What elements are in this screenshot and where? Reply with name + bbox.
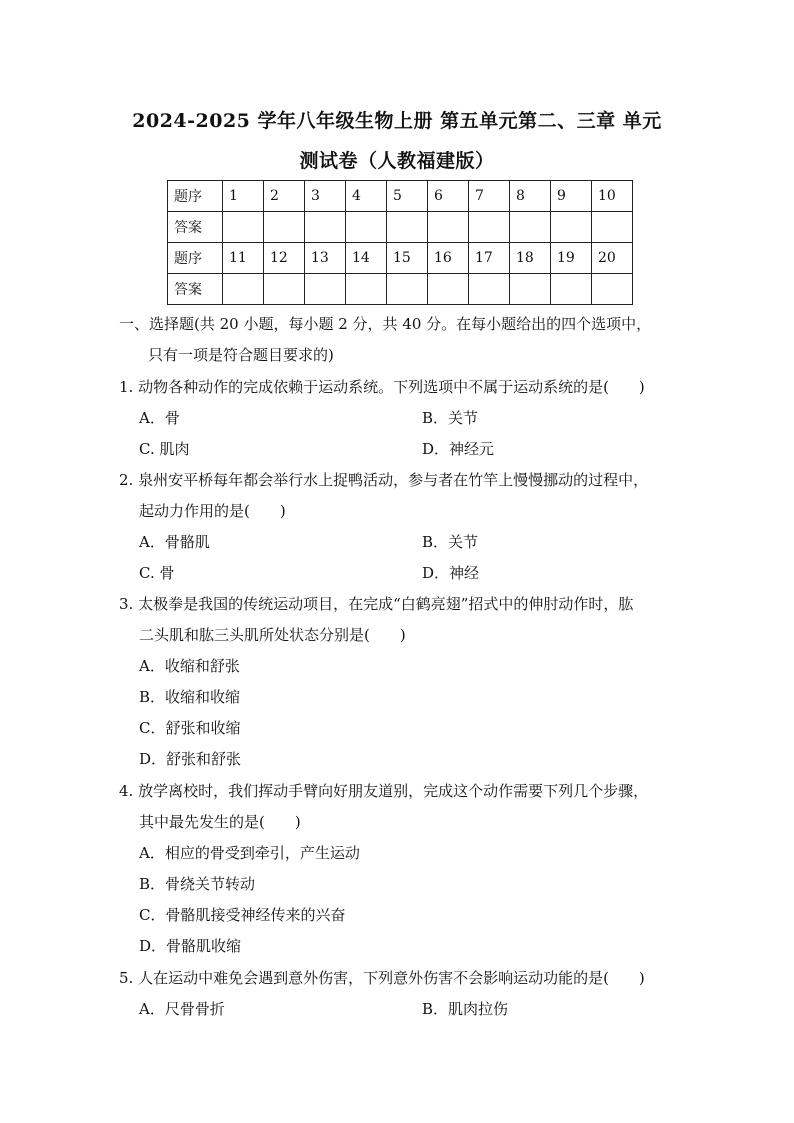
answer-cell[interactable] — [428, 212, 469, 243]
question-1-stem: 1. 动物各种动作的完成依赖于运动系统。下列选项中不属于运动系统的是( ) — [119, 378, 645, 396]
row-label-number: 题序 — [168, 243, 223, 274]
question-number-cell: 15 — [387, 243, 428, 274]
section-heading-line-2: 只有一项是符合题目要求的) — [148, 346, 334, 364]
answer-cell[interactable] — [592, 274, 633, 305]
answer-cell[interactable] — [510, 274, 551, 305]
question-number-cell: 18 — [510, 243, 551, 274]
answer-cell[interactable] — [346, 274, 387, 305]
question-number-cell: 16 — [428, 243, 469, 274]
question-number-cell: 2 — [264, 181, 305, 212]
question-number-cell: 9 — [551, 181, 592, 212]
answer-table — [167, 180, 633, 305]
question-3-stem-line-2: 二头肌和肱三头肌所处状态分别是( ) — [139, 626, 406, 644]
question-2-stem-line-1: 2. 泉州安平桥每年都会举行水上捉鸭活动，参与者在竹竿上慢慢挪动的过程中， — [119, 471, 649, 489]
question-4-option-a[interactable]: A．相应的骨受到牵引，产生运动 — [139, 844, 360, 862]
question-3-option-c[interactable]: C．舒张和收缩 — [139, 719, 241, 737]
question-4-option-d[interactable]: D．骨骼肌收缩 — [139, 937, 242, 955]
answer-table-answer-row-2 — [168, 274, 633, 305]
question-number-cell: 4 — [346, 181, 387, 212]
answer-cell[interactable] — [305, 274, 346, 305]
question-4-stem-line-2: 其中最先发生的是( ) — [139, 813, 301, 831]
answer-table-number-row-1 — [168, 181, 633, 212]
question-5-option-b[interactable]: B．肌肉拉伤 — [422, 1000, 509, 1018]
exam-title-line-1: 2024-2025 学年八年级生物上册 第五单元第二、三章 单元 — [132, 110, 662, 132]
question-2-option-b[interactable]: B．关节 — [422, 533, 479, 551]
answer-cell[interactable] — [346, 212, 387, 243]
question-number-cell: 6 — [428, 181, 469, 212]
question-4-stem-line-1: 4. 放学离校时，我们挥动手臂向好朋友道别，完成这个动作需要下列几个步骤， — [119, 782, 649, 800]
section-heading-line-1: 一、选择题(共 20 小题，每小题 2 分，共 40 分。在每小题给出的四个选项中， — [119, 315, 652, 333]
question-number-cell: 10 — [592, 181, 633, 212]
question-number-cell: 19 — [551, 243, 592, 274]
answer-cell[interactable] — [551, 274, 592, 305]
question-1-option-d[interactable]: D．神经元 — [422, 440, 495, 458]
question-2-stem-line-2: 起动力作用的是( ) — [139, 502, 286, 520]
answer-cell[interactable] — [428, 274, 469, 305]
question-number-cell: 11 — [223, 243, 264, 274]
answer-cell[interactable] — [223, 274, 264, 305]
question-number-cell: 3 — [305, 181, 346, 212]
question-5-stem: 5. 人在运动中难免会遇到意外伤害，下列意外伤害不会影响运动功能的是( ) — [119, 969, 645, 987]
answer-cell[interactable] — [264, 212, 305, 243]
answer-cell[interactable] — [469, 212, 510, 243]
question-number-cell: 20 — [592, 243, 633, 274]
row-label-answer: 答案 — [168, 274, 223, 305]
question-3-stem-line-1: 3. 太极拳是我国的传统运动项目，在完成“白鹤亮翅”招式中的伸肘动作时，肱 — [119, 595, 634, 613]
answer-cell[interactable] — [469, 274, 510, 305]
answer-cell[interactable] — [387, 212, 428, 243]
answer-cell[interactable] — [551, 212, 592, 243]
question-number-cell: 17 — [469, 243, 510, 274]
answer-cell[interactable] — [223, 212, 264, 243]
question-4-option-b[interactable]: B．骨绕关节转动 — [139, 875, 256, 893]
question-number-cell: 5 — [387, 181, 428, 212]
row-label-answer: 答案 — [168, 212, 223, 243]
answer-table-answer-row-1 — [168, 212, 633, 243]
row-label-number: 题序 — [168, 181, 223, 212]
question-3-option-b[interactable]: B．收缩和收缩 — [139, 688, 241, 706]
question-4-option-c[interactable]: C．骨骼肌接受神经传来的兴奋 — [139, 906, 346, 924]
question-2-option-a[interactable]: A．骨骼肌 — [139, 533, 210, 551]
question-number-cell: 14 — [346, 243, 387, 274]
question-number-cell: 12 — [264, 243, 305, 274]
question-2-option-d[interactable]: D．神经 — [422, 564, 480, 582]
exam-title-line-2: 测试卷（人教福建版） — [299, 150, 495, 172]
question-3-option-d[interactable]: D．舒张和舒张 — [139, 750, 242, 768]
question-number-cell: 1 — [223, 181, 264, 212]
question-5-option-a[interactable]: A．尺骨骨折 — [139, 1000, 225, 1018]
question-number-cell: 8 — [510, 181, 551, 212]
answer-cell[interactable] — [264, 274, 305, 305]
question-3-option-a[interactable]: A．收缩和舒张 — [139, 657, 240, 675]
question-1-option-c[interactable]: C. 肌肉 — [139, 440, 190, 458]
question-2-option-c[interactable]: C. 骨 — [139, 564, 175, 582]
answer-cell[interactable] — [510, 212, 551, 243]
answer-cell[interactable] — [305, 212, 346, 243]
answer-table-number-row-2 — [168, 243, 633, 274]
question-1-option-b[interactable]: B．关节 — [422, 409, 479, 427]
question-1-option-a[interactable]: A．骨 — [139, 409, 180, 427]
answer-cell[interactable] — [592, 212, 633, 243]
question-number-cell: 13 — [305, 243, 346, 274]
answer-cell[interactable] — [387, 274, 428, 305]
question-number-cell: 7 — [469, 181, 510, 212]
